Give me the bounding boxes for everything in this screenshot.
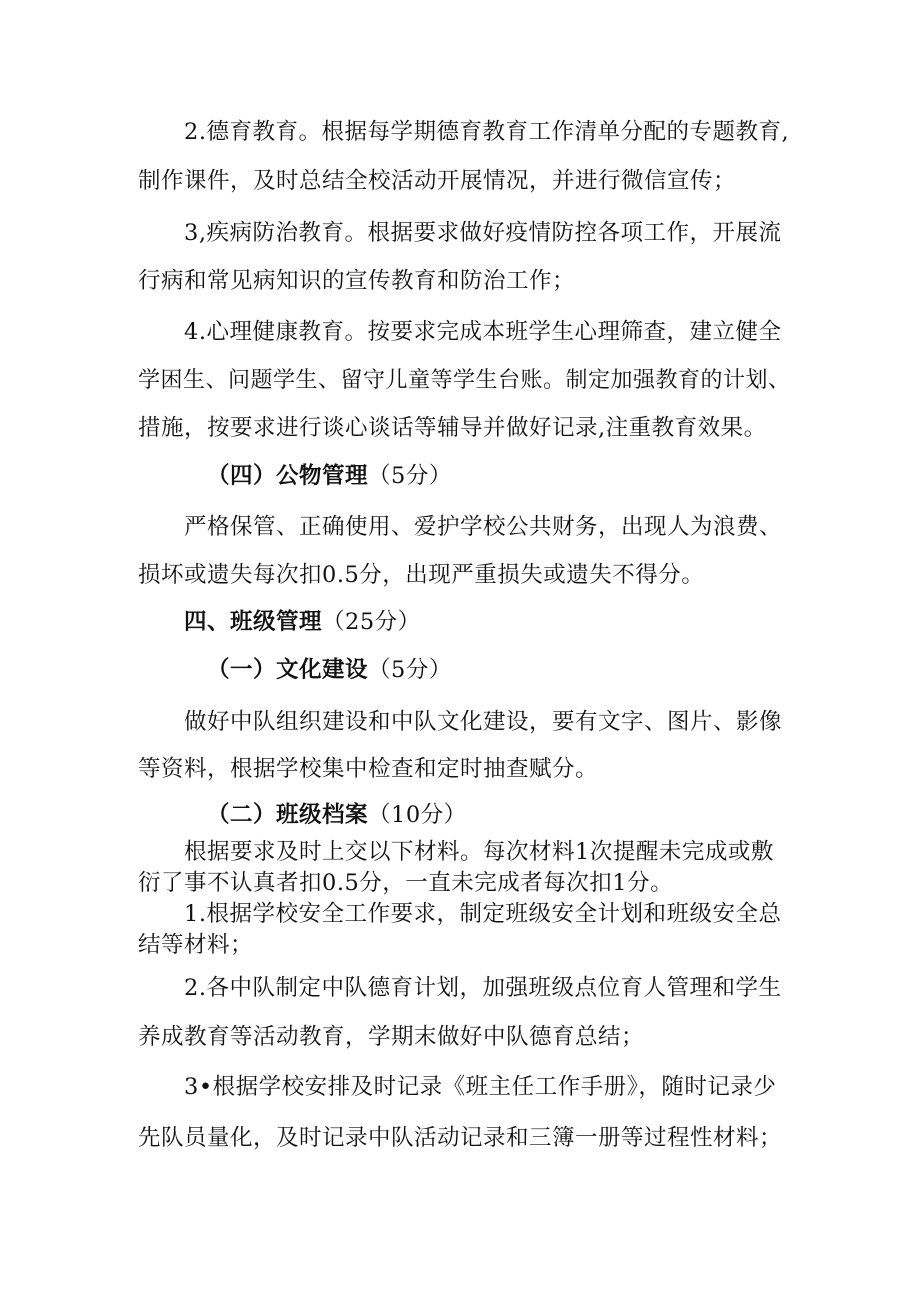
paragraph-line: 结等材料； — [138, 932, 254, 958]
paragraph-line: 1.根据学校安全工作要求，制定班级安全计划和班级安全总 — [184, 901, 782, 927]
paragraph-line: 制作课件，及时总结全校活动开展情况，并进行微信宣传； — [138, 168, 737, 194]
paragraph-line: 措施，按要求进行谈心谈话等辅导并做好记录,注重教育效果。 — [138, 415, 767, 441]
section-heading-culture — [207, 655, 452, 685]
paragraph-line: 行病和常见病知识的宣传教育和防治工作； — [138, 268, 576, 294]
paragraph-line: 2.德育教育。根据每学期德育教育工作清单分配的专题教育, — [184, 119, 790, 145]
section-heading-public-property — [207, 461, 452, 491]
paragraph-line: 做好中队组织建设和中队文化建设，要有文字、图片、影像 — [184, 709, 783, 735]
paragraph-line: 4.心理健康教育。按要求完成本班学生心理筛查，建立健全 — [184, 319, 782, 345]
paragraph-line: 损坏或遗失每次扣0.5分，出现严重损失或遗失不得分。 — [138, 562, 705, 588]
heading-title: 四、班级管理 — [184, 609, 323, 635]
paragraph-line: 先队员量化，及时记录中队活动记录和三簿一册等过程性材料； — [138, 1125, 783, 1151]
paragraph-line: 根据要求及时上交以下材料。每次材料1次提醒未完成或敷 — [184, 839, 774, 865]
heading-score: （5分） — [368, 463, 452, 489]
paragraph-line: 3,疾病防治教育。根据要求做好疫情防控各项工作，开展流 — [184, 220, 782, 246]
paragraph-line: 学困生、问题学生、留守儿童等学生台账。制定加强教育的计划、 — [138, 368, 791, 393]
paragraph-line: 养成教育等活动教育，学期末做好中队德育总结； — [138, 1024, 645, 1050]
heading-score: （5分） — [368, 657, 452, 683]
heading-title: （一）文化建设 — [207, 657, 369, 683]
heading-title: （四）公物管理 — [207, 463, 369, 489]
heading-score: （25分） — [322, 609, 421, 635]
section-heading-class-archives — [207, 800, 467, 830]
heading-title: （二）班级档案 — [207, 802, 369, 828]
paragraph-line: 衍了事不认真者扣0.5分，一直未完成者每次扣1分。 — [138, 870, 674, 896]
paragraph-line: 3•根据学校安排及时记录《班主任工作手册》，随时记录少 — [184, 1074, 777, 1100]
paragraph-line: 等资料，根据学校集中检查和定时抽查赋分。 — [138, 756, 599, 782]
paragraph-line: 2.各中队制定中队德育计划，加强班级点位育人管理和学生 — [184, 975, 782, 1001]
paragraph-line: 严格保管、正确使用、爱护学校公共财务，出现人为浪费、 — [184, 514, 783, 540]
section-heading-class-management — [184, 607, 421, 637]
heading-score: （10分） — [368, 802, 467, 828]
